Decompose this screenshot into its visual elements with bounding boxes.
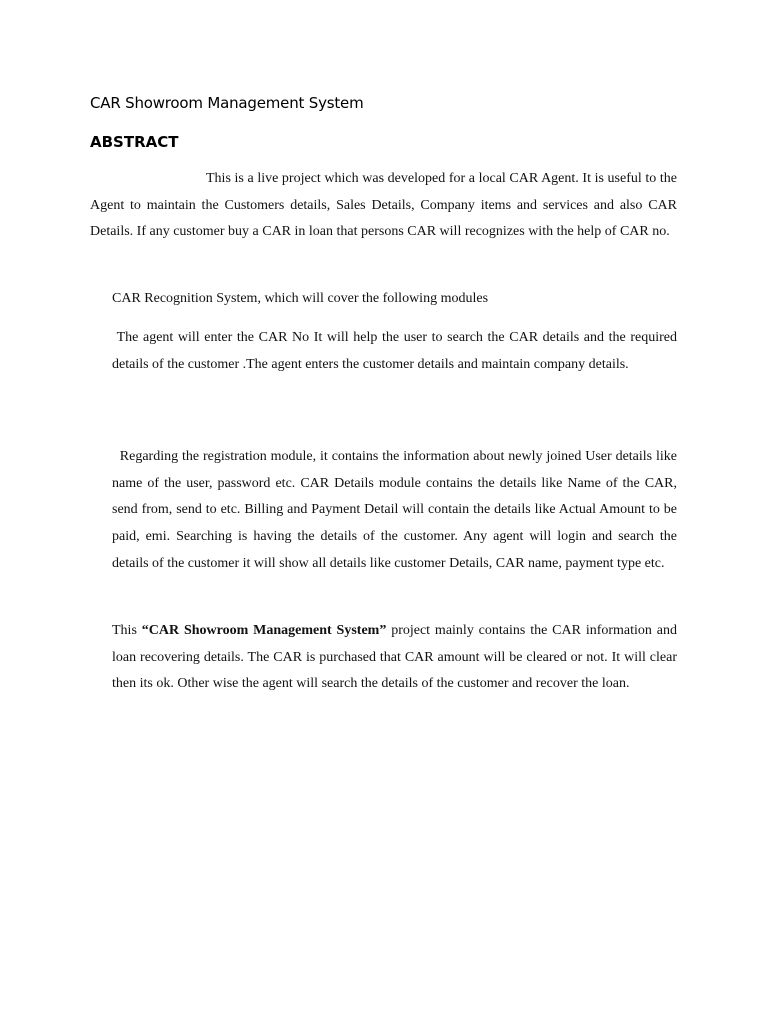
abstract-heading: ABSTRACT xyxy=(90,133,179,151)
abstract-paragraph-agent: The agent will enter the CAR No It will help the user to search the CAR details and the required details of the customer .The agent enters the customer details and maintain company details. xyxy=(112,330,677,372)
document-title: CAR Showroom Management System xyxy=(90,94,364,112)
summary-prefix: This xyxy=(112,623,142,638)
summary-project-name: “CAR Showroom Management System” xyxy=(141,623,387,638)
abstract-paragraph-modules: CAR Recognition System, which will cover the following modules xyxy=(112,291,489,306)
abstract-paragraph-summary xyxy=(112,618,677,698)
abstract-paragraph-intro: This is a live project which was developed for a local CAR Agent. It is useful to the Agent to maintain the Customers details, Sales Details, Company items and services and also CAR Details. If any customer buy a CAR in loan that persons CAR will recognizes with the help of CAR no. xyxy=(90,171,677,240)
abstract-paragraph-registration: Regarding the registration module, it contains the information about newly joined User details like name of the user, password etc. CAR Details module contains the details like Name of the CAR, send from, send to etc. Billing and Payment Detail will contain the details like Actual Amount to be paid, emi. Searching is having the details of the customer. Any agent will login and search the details of the customer it will show all details like customer Details, CAR name, payment type etc. xyxy=(112,449,677,571)
summary-suffix: project mainly contains the CAR information and loan recovering details. The CAR is purchased that CAR amount will be cleared or not. It will clear then its ok. Other wise the agent will search the details of the customer and recover the loan. xyxy=(112,623,678,692)
